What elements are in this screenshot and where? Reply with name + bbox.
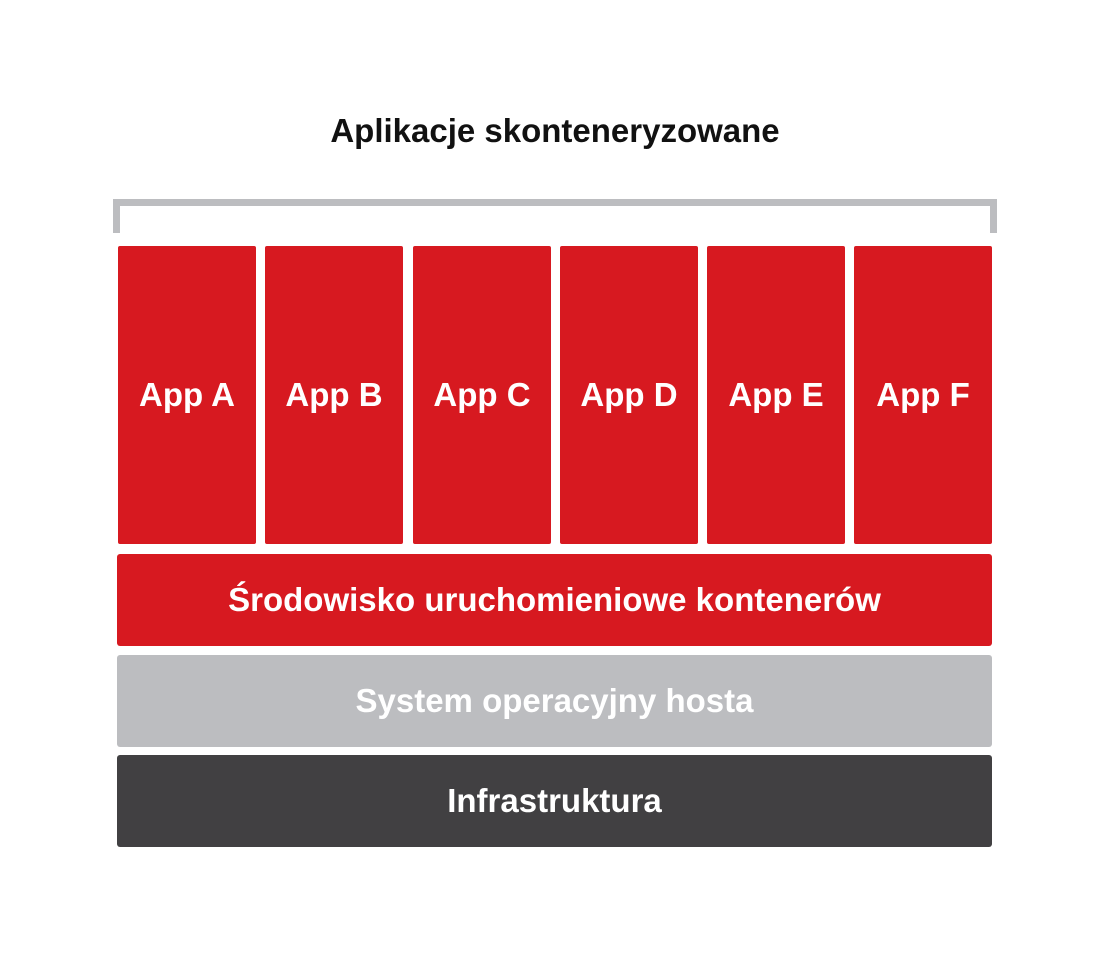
app-box-a: App A bbox=[118, 246, 256, 544]
app-box-b: App B bbox=[265, 246, 403, 544]
infrastructure-layer: Infrastruktura bbox=[117, 755, 992, 847]
app-box-f: App F bbox=[854, 246, 992, 544]
host-os-layer: System operacyjny hosta bbox=[117, 655, 992, 747]
app-box-d: App D bbox=[560, 246, 698, 544]
containerized-apps-bracket bbox=[113, 199, 997, 233]
app-row bbox=[118, 246, 993, 544]
container-runtime-layer: Środowisko uruchomieniowe kontenerów bbox=[117, 554, 992, 646]
diagram-title: Aplikacje skonteneryzowane bbox=[330, 112, 780, 149]
app-box-c: App C bbox=[413, 246, 551, 544]
app-box-e: App E bbox=[707, 246, 845, 544]
